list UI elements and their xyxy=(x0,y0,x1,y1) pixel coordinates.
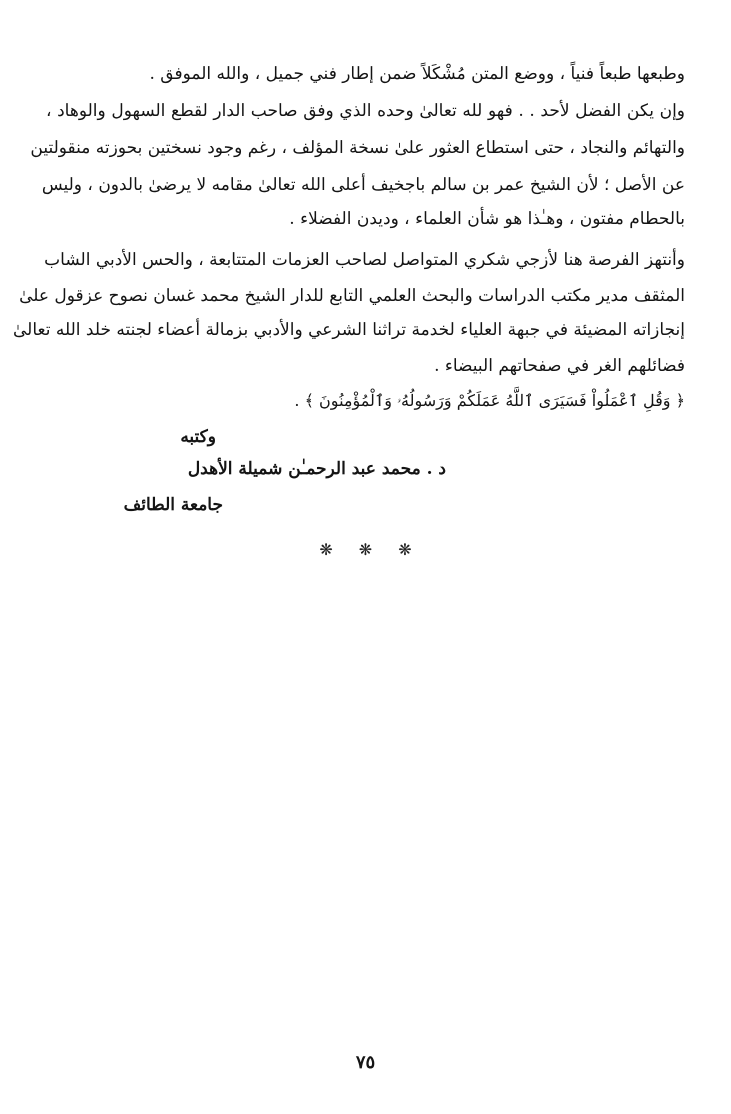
signature-name: د . محمد عبد الرحمـٰن شميلة الأهدل xyxy=(187,459,446,479)
section-separator: ❋❋❋ xyxy=(319,540,438,559)
paragraph-2-line-2: والتهائم والنجاد ، حتى استطاع العثور علىٰ نسخة المؤلف ، رغم وجود نسختين بحوزته منقولتين xyxy=(30,138,685,158)
paragraph-3-line-2: المثقف مدير مكتب الدراسات والبحث العلمي التابع للدار الشيخ محمد غسان نصوح عزقول علىٰ xyxy=(19,286,685,306)
paragraph-2-line-1: وإن يكن الفضل لأحد . . فهو لله تعالىٰ وحده الذي وفق صاحب الدار لقطع السهول والوهاد ، xyxy=(46,101,685,121)
paragraph-2-line-4: بالحطام مفتون ، وهـٰذا هو شأن العلماء ، وديدن الفضلاء . xyxy=(289,209,685,229)
page-number: ٧٥ xyxy=(355,1052,376,1073)
signature-affiliation: جامعة الطائف xyxy=(123,495,223,515)
quran-verse: ﴿ وَقُلِ ٱعْمَلُواْ فَسَيَرَى ٱللَّهُ عَمَلَكُمْ وَرَسُولُهُۥ وَٱلْمُؤْمِنُونَ ﴾ . xyxy=(294,391,685,410)
paragraph-3-line-4: فضائلهم الغر في صفحاتهم البيضاء . xyxy=(434,356,685,376)
paragraph-2-line-3: عن الأصل ؛ لأن الشيخ عمر بن سالم باجخيف أعلى الله تعالىٰ مقامه لا يرضىٰ بالدون ، وليس xyxy=(41,175,685,195)
signature-label: وكتبه xyxy=(180,427,216,447)
paragraph-1-line-1: وطبعها طبعاً فنياً ، ووضع المتن مُشْكَلاً ضمن إطار فني جميل ، والله الموفق . xyxy=(149,64,685,84)
paragraph-3-line-3: إنجازاته المضيئة في جبهة العلياء لخدمة تراثنا الشرعي والأدبي بزمالة أعضاء لجنته خلد الله تعالىٰ xyxy=(12,320,685,340)
paragraph-3-line-1: وأنتهز الفرصة هنا لأزجي شكري المتواصل لصاحب العزمات المتتابعة ، والحس الأدبي الشاب xyxy=(44,250,685,270)
